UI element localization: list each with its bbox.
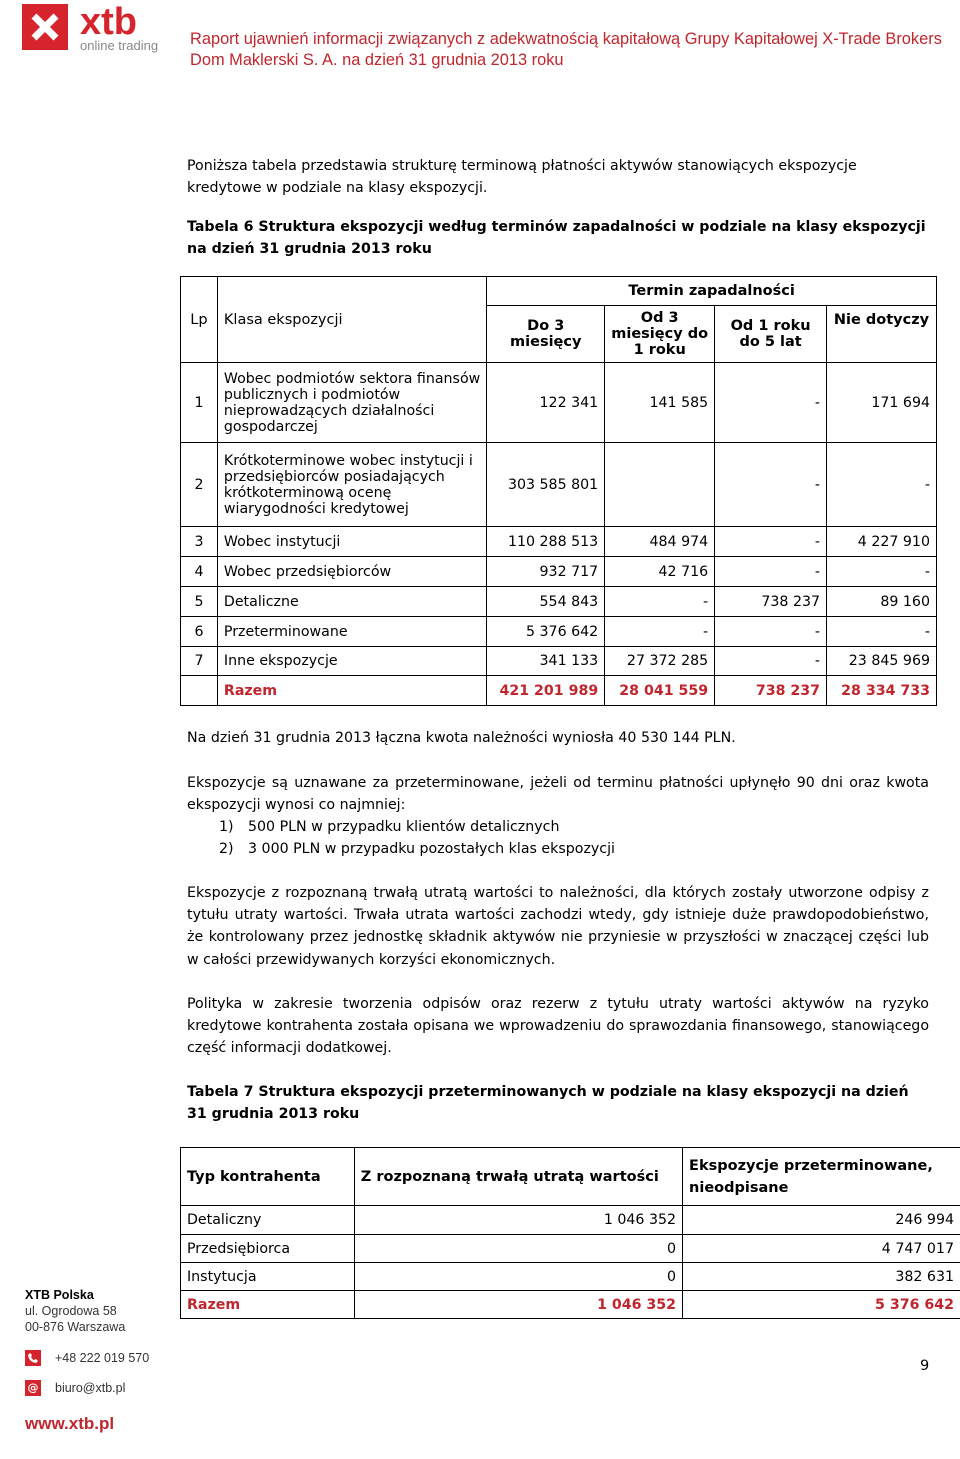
list-item: 2) 3 000 PLN w przypadku pozostałych klas ekspozycji	[219, 841, 615, 858]
row-od3	[605, 443, 715, 527]
footer-street: ul. Ogrodowa 58	[25, 1304, 117, 1318]
row-nie: 4 227 910	[827, 527, 937, 557]
table-row	[181, 443, 937, 527]
row-nie: -	[827, 617, 937, 647]
row-do3: 122 341	[487, 363, 605, 443]
table7	[180, 1147, 960, 1319]
footer-website-link[interactable]: www.xtb.pl	[25, 1414, 115, 1433]
header-eksp: Ekspozycje przeterminowane, nieodpisane	[683, 1148, 960, 1206]
header-title-line1: Raport ujawnień informacji związanych z adekwatnością kapitałową Grupy Kapitałowej X-Trade Brokers	[190, 30, 942, 48]
header-od1: Od 1 roku do 5 lat	[715, 306, 827, 363]
header-typ: Typ kontrahenta	[181, 1148, 355, 1206]
row-do3: 554 843	[487, 587, 605, 617]
table-row	[181, 557, 937, 587]
row-klasa: Inne ekspozycje	[217, 647, 486, 676]
table-row	[181, 587, 937, 617]
xtb-logo-icon	[22, 4, 68, 50]
row-nie: 89 160	[827, 587, 937, 617]
total-eksp: 5 376 642	[683, 1291, 960, 1319]
paragraph-policy: Polityka w zakresie tworzenia odpisów oraz rezerw z tytułu utraty wartości aktywów na ryzyko kredytowe kontrahenta została opisana we wprowadzeniu do sprawozdania finansowego, stanowiącego część informacji dodatkowej.	[187, 996, 929, 1057]
row-typ: Przedsiębiorca	[181, 1235, 355, 1263]
email-icon: @	[25, 1380, 41, 1396]
row-klasa: Wobec przedsiębiorców	[217, 557, 486, 587]
row-do3: 932 717	[487, 557, 605, 587]
row-od1: -	[715, 527, 827, 557]
table-row	[181, 1206, 960, 1235]
footer-phone: +48 222 019 570	[55, 1351, 150, 1365]
row-klasa: Przeterminowane	[217, 617, 486, 647]
total-rozp: 1 046 352	[354, 1291, 682, 1319]
table7-caption: Tabela 7 Struktura ekspozycji przeterminowanych w podziale na klasy ekspozycji na dzień 31 grudnia 2013 roku	[187, 1084, 909, 1123]
table6	[180, 276, 937, 706]
row-od3: 484 974	[605, 527, 715, 557]
footer-city: 00-876 Warszawa	[25, 1320, 126, 1334]
table-row	[181, 1235, 960, 1263]
row-klasa: Wobec instytucji	[217, 527, 486, 557]
row-lp: 5	[181, 587, 218, 617]
row-do3: 5 376 642	[487, 617, 605, 647]
table6-caption: Tabela 6 Struktura ekspozycji według terminów zapadalności w podziale na klasy ekspozycji na dzień 31 grudnia 2013 roku	[187, 219, 926, 258]
row-od1: -	[715, 363, 827, 443]
table-row	[181, 527, 937, 557]
row-typ: Instytucja	[181, 1263, 355, 1291]
row-lp: 2	[181, 443, 218, 527]
row-od3: -	[605, 587, 715, 617]
row-od1: 738 237	[715, 587, 827, 617]
threshold-list	[219, 816, 615, 860]
row-lp: 4	[181, 557, 218, 587]
row-od3: -	[605, 617, 715, 647]
total-typ: Razem	[181, 1291, 355, 1319]
row-nie: 23 845 969	[827, 647, 937, 676]
header-termin: Termin zapadalności	[487, 277, 937, 306]
paragraph-total-receivables: Na dzień 31 grudnia 2013 łączna kwota należności wyniosła 40 530 144 PLN.	[187, 730, 736, 746]
list-item: 1) 500 PLN w przypadku klientów detalicznych	[219, 819, 560, 835]
logo-subtitle: online trading	[80, 38, 159, 53]
row-rozp: 0	[354, 1263, 682, 1291]
page-number: 9	[920, 1358, 930, 1374]
row-od3: 141 585	[605, 363, 715, 443]
footer-company: XTB Polska	[25, 1288, 94, 1302]
header-lp: Lp	[181, 277, 218, 363]
table-row	[181, 647, 937, 676]
paragraph-overdue-definition: Ekspozycje są uznawane za przeterminowane, jeżeli od terminu płatności upłynęło 90 dni oraz kwota ekspozycji wynosi co najmniej:	[187, 775, 929, 814]
total-label: Razem	[217, 676, 486, 706]
row-nie: -	[827, 443, 937, 527]
phone-icon	[25, 1350, 41, 1366]
row-do3: 110 288 513	[487, 527, 605, 557]
row-lp: 7	[181, 647, 218, 676]
row-eksp: 382 631	[683, 1263, 960, 1291]
header-od3: Od 3 miesięcy do 1 roku	[605, 306, 715, 363]
row-lp: 1	[181, 363, 218, 443]
total-do3: 421 201 989	[487, 676, 605, 706]
row-od3: 42 716	[605, 557, 715, 587]
row-klasa: Wobec podmiotów sektora finansów publicznych i podmiotów nieprowadzących działalności gospodarczej	[217, 363, 486, 443]
row-od1: -	[715, 617, 827, 647]
total-od3: 28 041 559	[605, 676, 715, 706]
paragraph-impairment: Ekspozycje z rozpoznaną trwałą utratą wartości to należności, dla których zostały utworzone odpisy z tytułu utraty wartości. Trwała utrata wartości zachodzi wtedy, gdy istnieje duże prawdopodobieństwo, że kontrolowany przez jednostkę składnik aktywów nie przyniesie w przyszłości w znaczącej części lub w całości przewidywanych korzyści ekonomicznych.	[187, 885, 929, 968]
row-od1: -	[715, 557, 827, 587]
intro-paragraph: Poniższa tabela przedstawia strukturę terminową płatności aktywów stanowiących ekspozycje kredytowe w podziale na klasy ekspozycji.	[187, 158, 857, 197]
footer-email[interactable]: biuro@xtb.pl	[55, 1381, 126, 1395]
table-row	[181, 617, 937, 647]
row-rozp: 1 046 352	[354, 1206, 682, 1235]
header-nie: Nie dotyczy	[827, 306, 937, 363]
row-rozp: 0	[354, 1235, 682, 1263]
row-klasa: Krótkoterminowe wobec instytucji i przedsiębiorców posiadających krótkoterminową ocenę wiarygodności kredytowej	[217, 443, 486, 527]
row-lp: 6	[181, 617, 218, 647]
header-klasa: Klasa ekspozycji	[217, 277, 486, 363]
total-od1: 738 237	[715, 676, 827, 706]
row-eksp: 4 747 017	[683, 1235, 960, 1263]
row-od3: 27 372 285	[605, 647, 715, 676]
row-lp: 3	[181, 527, 218, 557]
total-row	[181, 676, 937, 706]
row-do3: 341 133	[487, 647, 605, 676]
logo-text: xtb	[80, 1, 137, 43]
row-do3: 303 585 801	[487, 443, 605, 527]
total-row	[181, 1291, 960, 1319]
header-rozp: Z rozpoznaną trwałą utratą wartości	[354, 1148, 682, 1206]
row-nie: -	[827, 557, 937, 587]
row-klasa: Detaliczne	[217, 587, 486, 617]
row-typ: Detaliczny	[181, 1206, 355, 1235]
row-nie: 171 694	[827, 363, 937, 443]
total-nie: 28 334 733	[827, 676, 937, 706]
table-row	[181, 1263, 960, 1291]
row-eksp: 246 994	[683, 1206, 960, 1235]
header-do3: Do 3 miesięcy	[487, 306, 605, 363]
header-title-line2: Dom Maklerski S. A. na dzień 31 grudnia 2013 roku	[190, 51, 564, 69]
row-od1: -	[715, 443, 827, 527]
row-od1: -	[715, 647, 827, 676]
table-row	[181, 363, 937, 443]
